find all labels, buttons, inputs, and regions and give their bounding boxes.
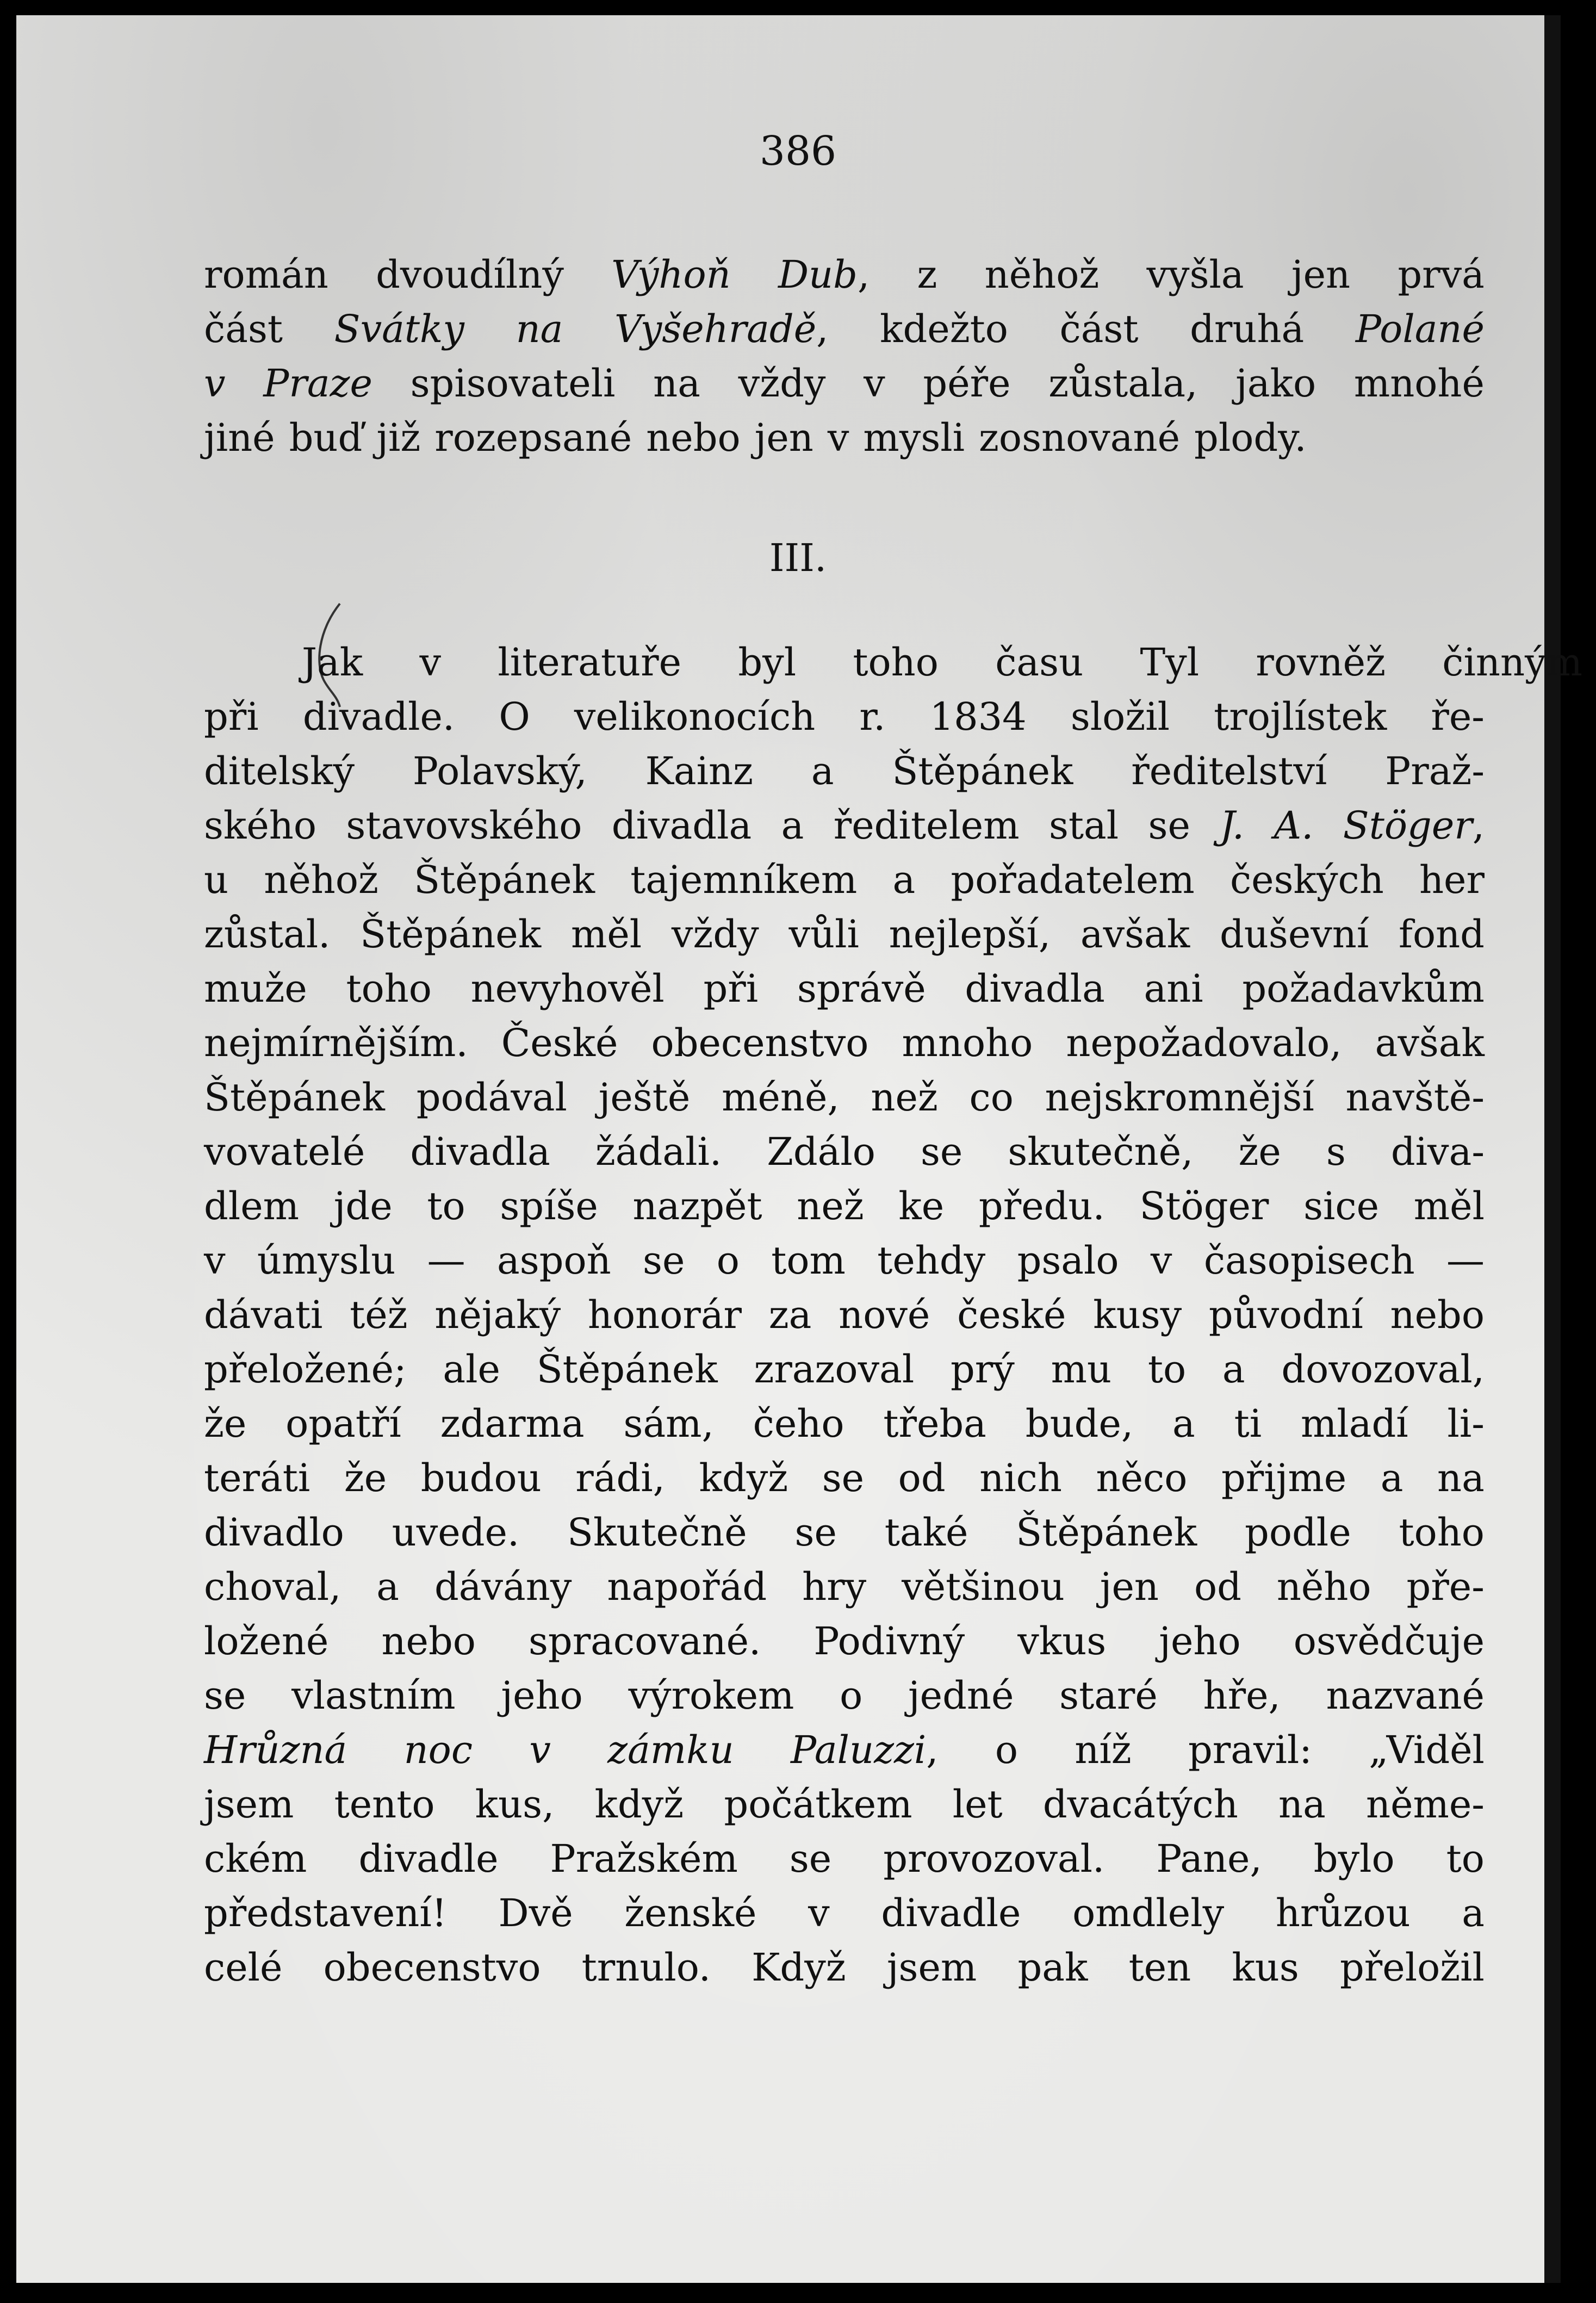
word: požadavkům bbox=[1242, 966, 1485, 1011]
word: se bbox=[643, 1238, 685, 1283]
word: velikonocích bbox=[574, 694, 816, 739]
word: buď bbox=[289, 415, 363, 460]
word: níž bbox=[1075, 1728, 1132, 1772]
word: přijme bbox=[1221, 1456, 1347, 1500]
word: podával bbox=[416, 1075, 567, 1120]
word: Štěpánek bbox=[360, 912, 542, 957]
word: českých bbox=[1229, 858, 1384, 902]
word: dlem bbox=[204, 1184, 299, 1228]
word: Jak bbox=[302, 640, 363, 685]
text-line bbox=[204, 1342, 1485, 1396]
word: teráti bbox=[204, 1456, 310, 1500]
word: přeložené; bbox=[204, 1347, 407, 1392]
word: Praze bbox=[263, 361, 372, 406]
word: od bbox=[1194, 1565, 1241, 1609]
page-number: 386 bbox=[759, 128, 837, 175]
word: Štěpánek bbox=[204, 1075, 385, 1120]
word: avšak bbox=[1375, 1021, 1485, 1065]
text-line bbox=[204, 1396, 1485, 1451]
word: choval, bbox=[204, 1565, 341, 1609]
word: dvacátých bbox=[1042, 1782, 1238, 1827]
word: nové bbox=[839, 1293, 930, 1337]
word: že bbox=[1238, 1129, 1281, 1174]
word: nazvané bbox=[1326, 1673, 1485, 1718]
word: co bbox=[969, 1075, 1014, 1120]
section-heading: III. bbox=[769, 536, 827, 580]
word: než bbox=[797, 1184, 864, 1228]
word: v bbox=[204, 1238, 226, 1283]
word: část bbox=[1059, 307, 1139, 351]
word: a bbox=[1222, 1347, 1245, 1392]
word: r. bbox=[859, 694, 886, 739]
word: předu. bbox=[978, 1184, 1105, 1228]
word: stavovského bbox=[346, 803, 582, 848]
word: her bbox=[1419, 858, 1485, 902]
word: české bbox=[957, 1293, 1066, 1337]
word: nich bbox=[979, 1456, 1062, 1500]
word: trnulo. bbox=[581, 1945, 711, 1990]
text-line bbox=[204, 1288, 1485, 1342]
word: správě bbox=[797, 966, 926, 1011]
word: jeho bbox=[501, 1673, 583, 1718]
word: Štěpánek bbox=[414, 858, 595, 902]
word: Štěpánek bbox=[1016, 1510, 1197, 1555]
word: se bbox=[822, 1456, 865, 1500]
word: tajemníkem bbox=[630, 858, 858, 902]
word: Vyšehradě, bbox=[614, 307, 829, 351]
word: s bbox=[1326, 1129, 1346, 1174]
word: Polané bbox=[1355, 307, 1485, 351]
word: něhož bbox=[984, 252, 1100, 297]
word: Stöger bbox=[1139, 1184, 1269, 1228]
word: většinou bbox=[902, 1565, 1065, 1609]
word: ještě bbox=[598, 1075, 691, 1120]
word: na bbox=[653, 361, 700, 406]
word: prvá bbox=[1398, 252, 1485, 297]
word: román bbox=[204, 252, 328, 297]
word: se bbox=[794, 1510, 837, 1555]
word: ského bbox=[204, 803, 316, 848]
word: Svátky bbox=[334, 307, 464, 351]
word: Zdálo bbox=[767, 1129, 875, 1174]
word: jde bbox=[333, 1184, 393, 1228]
word: nevyhověl bbox=[470, 966, 665, 1011]
word: omdlely bbox=[1072, 1891, 1225, 1935]
word: divadla bbox=[410, 1129, 550, 1174]
word: sice bbox=[1303, 1184, 1380, 1228]
word: ředitelství bbox=[1131, 749, 1327, 793]
word: spíše bbox=[500, 1184, 598, 1228]
word: Když bbox=[752, 1945, 846, 1990]
word: dvoudílný bbox=[376, 252, 564, 297]
word: byl bbox=[738, 640, 797, 685]
word: jedné bbox=[908, 1673, 1014, 1718]
word: když bbox=[699, 1456, 788, 1500]
word: hrůzou bbox=[1275, 1891, 1411, 1935]
word: zůstal. bbox=[204, 912, 331, 957]
text-line bbox=[204, 1777, 1485, 1832]
word: spisovateli bbox=[410, 361, 616, 406]
word: také bbox=[884, 1510, 968, 1555]
word: zosnované bbox=[979, 415, 1181, 460]
text-line bbox=[204, 690, 1485, 744]
word: psalo bbox=[1017, 1238, 1119, 1283]
word: přeložil bbox=[1340, 1945, 1485, 1990]
text-line bbox=[204, 247, 1485, 302]
word: divadlo bbox=[204, 1510, 344, 1555]
word: ale bbox=[443, 1347, 500, 1392]
word: nějaký bbox=[434, 1293, 561, 1337]
word: než bbox=[871, 1075, 938, 1120]
word: nejmírnějším. bbox=[204, 1021, 468, 1065]
word: péře bbox=[923, 361, 1011, 406]
word: mnoho bbox=[902, 1021, 1033, 1065]
word: noc bbox=[403, 1728, 473, 1772]
word: počátkem bbox=[724, 1782, 912, 1827]
text-line bbox=[204, 1125, 1485, 1179]
word: Štěpánek bbox=[892, 749, 1073, 793]
word: kus, bbox=[475, 1782, 555, 1827]
word: „Viděl bbox=[1369, 1728, 1485, 1772]
word: divadla bbox=[611, 803, 752, 848]
word: rádi, bbox=[575, 1456, 665, 1500]
word: Paluzzi, bbox=[790, 1728, 939, 1772]
word: a bbox=[811, 749, 834, 793]
word: staré bbox=[1059, 1673, 1158, 1718]
word: osvědčuje bbox=[1293, 1619, 1485, 1663]
word: jiné bbox=[204, 415, 275, 460]
word: nepožadovalo, bbox=[1066, 1021, 1342, 1065]
word: — bbox=[427, 1238, 465, 1283]
word: muže bbox=[204, 966, 307, 1011]
word: obecenstvo bbox=[323, 1945, 541, 1990]
word: toho bbox=[346, 966, 432, 1011]
word: ke bbox=[898, 1184, 945, 1228]
word: a bbox=[892, 858, 916, 902]
page-edge-shadow bbox=[1544, 15, 1561, 2283]
word: část bbox=[204, 307, 283, 351]
word: že bbox=[344, 1456, 387, 1500]
word: a bbox=[1172, 1401, 1195, 1446]
word: toho bbox=[1399, 1510, 1485, 1555]
word: avšak bbox=[1080, 912, 1190, 957]
word: zdarma bbox=[440, 1401, 585, 1446]
word: na bbox=[516, 307, 563, 351]
word: se bbox=[789, 1836, 832, 1881]
word: bylo bbox=[1313, 1836, 1395, 1881]
word: vůli bbox=[788, 912, 859, 957]
word: Kainz bbox=[645, 749, 754, 793]
word: mladí bbox=[1300, 1401, 1408, 1446]
text-line bbox=[204, 798, 1485, 853]
word: spracované. bbox=[528, 1619, 761, 1663]
word: obecenstvo bbox=[651, 1021, 869, 1065]
word: plody. bbox=[1194, 415, 1307, 460]
text-line bbox=[204, 961, 1485, 1016]
word: honorár bbox=[587, 1293, 742, 1337]
text-line bbox=[204, 356, 1485, 411]
word: tehdy bbox=[877, 1238, 986, 1283]
word: Pražském bbox=[550, 1836, 738, 1881]
word: mu bbox=[1051, 1347, 1112, 1392]
text-line bbox=[204, 1451, 1485, 1505]
text-line bbox=[204, 411, 1485, 465]
word: dovozoval, bbox=[1281, 1347, 1485, 1392]
word: ředitelem bbox=[833, 803, 1020, 848]
word: České bbox=[501, 1021, 618, 1065]
word: a bbox=[781, 803, 804, 848]
word: nebo bbox=[1390, 1293, 1485, 1337]
word: napořád bbox=[607, 1565, 767, 1609]
word: to bbox=[1147, 1347, 1187, 1392]
word: toho bbox=[853, 640, 939, 685]
word: od bbox=[898, 1456, 946, 1500]
word: měl bbox=[1413, 1184, 1485, 1228]
word: ani bbox=[1144, 966, 1203, 1011]
word: tento bbox=[334, 1782, 435, 1827]
word: za bbox=[768, 1293, 812, 1337]
text-line bbox=[204, 1886, 1485, 1940]
word: mysli bbox=[863, 415, 965, 460]
text-line bbox=[204, 1614, 1485, 1668]
word: o bbox=[716, 1238, 740, 1283]
word: žádali. bbox=[595, 1129, 722, 1174]
word: opatří bbox=[285, 1401, 401, 1446]
word: pravil: bbox=[1188, 1728, 1312, 1772]
word: v bbox=[1150, 1238, 1172, 1283]
word: o bbox=[995, 1728, 1018, 1772]
word: ti bbox=[1234, 1401, 1262, 1446]
text-line bbox=[204, 302, 1485, 356]
word: hře, bbox=[1203, 1673, 1281, 1718]
word: Dub, bbox=[778, 252, 870, 297]
word: u bbox=[204, 858, 229, 902]
text-line bbox=[204, 1233, 1485, 1288]
word: dávati bbox=[204, 1293, 323, 1337]
word: zrazoval bbox=[754, 1347, 915, 1392]
word: se bbox=[920, 1129, 963, 1174]
word: to bbox=[427, 1184, 465, 1228]
text-line bbox=[204, 1016, 1485, 1070]
word: při bbox=[204, 694, 259, 739]
word: Dvě bbox=[498, 1891, 573, 1935]
word: v bbox=[808, 1891, 830, 1935]
word: čeho bbox=[753, 1401, 844, 1446]
word: úmyslu bbox=[257, 1238, 396, 1283]
word: vždy bbox=[671, 912, 759, 957]
text-line bbox=[204, 744, 1485, 798]
word: ložené bbox=[204, 1619, 329, 1663]
word: měl bbox=[570, 912, 642, 957]
word: něho bbox=[1276, 1565, 1371, 1609]
word: vkus bbox=[1017, 1619, 1107, 1663]
paragraph-continuation bbox=[204, 247, 1485, 465]
word: na bbox=[1437, 1456, 1485, 1500]
word: divadle. bbox=[302, 694, 455, 739]
word: nejskromnější bbox=[1045, 1075, 1314, 1120]
word: ženské bbox=[624, 1891, 757, 1935]
word: zámku bbox=[607, 1728, 734, 1772]
text-line bbox=[204, 635, 1582, 690]
word: když bbox=[594, 1782, 684, 1827]
word: literatuře bbox=[498, 640, 682, 685]
word: ře- bbox=[1431, 694, 1485, 739]
word: provozoval. bbox=[883, 1836, 1105, 1881]
word: jako bbox=[1235, 361, 1316, 406]
word: li- bbox=[1447, 1401, 1485, 1446]
word: Pane, bbox=[1156, 1836, 1262, 1881]
word: pak bbox=[1017, 1945, 1088, 1990]
word: jeho bbox=[1159, 1619, 1241, 1663]
word: z bbox=[917, 252, 937, 297]
word: rozepsané bbox=[434, 415, 632, 460]
word: nazpět bbox=[632, 1184, 762, 1228]
word: fond bbox=[1399, 912, 1485, 957]
word: výrokem bbox=[628, 1673, 794, 1718]
word: již bbox=[376, 415, 421, 460]
word: hry bbox=[802, 1565, 867, 1609]
word: nebo bbox=[646, 415, 741, 460]
word: jen bbox=[1291, 252, 1351, 297]
word: v bbox=[864, 361, 885, 406]
word: druhá bbox=[1190, 307, 1305, 351]
word: složil bbox=[1070, 694, 1170, 739]
word: divadle bbox=[358, 1836, 499, 1881]
word: — bbox=[1446, 1238, 1485, 1283]
word: jen bbox=[1100, 1565, 1159, 1609]
word: Štěpánek bbox=[536, 1347, 718, 1392]
text-line bbox=[204, 1560, 1485, 1614]
word: Podivný bbox=[813, 1619, 965, 1663]
word: aspoň bbox=[496, 1238, 611, 1283]
word: vyšla bbox=[1146, 252, 1244, 297]
word: se bbox=[204, 1673, 246, 1718]
text-line bbox=[204, 853, 1485, 907]
word: sám, bbox=[623, 1401, 714, 1446]
word: Skutečně bbox=[567, 1510, 747, 1555]
word: podle bbox=[1245, 1510, 1351, 1555]
word: a bbox=[1462, 1891, 1485, 1935]
text-line bbox=[204, 1668, 1485, 1723]
word: v bbox=[529, 1728, 551, 1772]
word: že bbox=[204, 1401, 247, 1446]
word: kus bbox=[1232, 1945, 1299, 1990]
word: jsem bbox=[204, 1782, 294, 1827]
text-line bbox=[204, 1832, 1485, 1886]
word: ten bbox=[1128, 1945, 1191, 1990]
word: vovatelé bbox=[204, 1129, 365, 1174]
word: skutečně, bbox=[1008, 1129, 1194, 1174]
word: celé bbox=[204, 1945, 283, 1990]
word: duševní bbox=[1220, 912, 1369, 957]
word: to bbox=[1446, 1836, 1485, 1881]
word: jsem bbox=[886, 1945, 977, 1990]
word: na bbox=[1278, 1782, 1326, 1827]
word: pře- bbox=[1406, 1565, 1485, 1609]
word: při bbox=[703, 966, 759, 1011]
word: zůstala, bbox=[1048, 361, 1198, 406]
word: Polavský, bbox=[412, 749, 587, 793]
word: divadle bbox=[881, 1891, 1021, 1935]
word: Praž- bbox=[1385, 749, 1485, 793]
word: let bbox=[952, 1782, 1003, 1827]
word: něme- bbox=[1365, 1782, 1485, 1827]
word: budou bbox=[420, 1456, 542, 1500]
word: v bbox=[204, 361, 226, 406]
word: diva- bbox=[1390, 1129, 1485, 1174]
word: tom bbox=[771, 1238, 846, 1283]
word: dávány bbox=[434, 1565, 572, 1609]
word: trojlístek bbox=[1214, 694, 1387, 739]
word: rovněž bbox=[1256, 640, 1386, 685]
word: navště- bbox=[1345, 1075, 1485, 1120]
word: kusy bbox=[1093, 1293, 1182, 1337]
word: Výhoň bbox=[611, 252, 731, 297]
word: původní bbox=[1208, 1293, 1363, 1337]
word: vlastním bbox=[291, 1673, 456, 1718]
word: J. bbox=[1220, 803, 1245, 848]
word: nebo bbox=[381, 1619, 476, 1663]
word: prý bbox=[951, 1347, 1015, 1392]
text-line bbox=[204, 1723, 1485, 1777]
word: činným bbox=[1442, 640, 1582, 685]
word: času bbox=[995, 640, 1084, 685]
text-line bbox=[204, 1070, 1485, 1125]
word: v bbox=[419, 640, 442, 685]
word: v bbox=[827, 415, 849, 460]
word: o bbox=[840, 1673, 863, 1718]
word: se bbox=[1148, 803, 1190, 848]
text-line bbox=[204, 1940, 1485, 1995]
word: vždy bbox=[738, 361, 826, 406]
word: A. bbox=[1274, 803, 1314, 848]
word: divadla bbox=[965, 966, 1105, 1011]
word: mnohé bbox=[1353, 361, 1485, 406]
word: ditelský bbox=[204, 749, 355, 793]
word: a bbox=[1380, 1456, 1404, 1500]
word: nejlepší, bbox=[889, 912, 1051, 957]
word: Hrůzná bbox=[204, 1728, 347, 1772]
word: stal bbox=[1048, 803, 1119, 848]
text-line bbox=[204, 907, 1485, 961]
word: méně, bbox=[722, 1075, 840, 1120]
paragraph-section-iii bbox=[204, 635, 1582, 1995]
word: 1834 bbox=[929, 694, 1027, 739]
word: též bbox=[350, 1293, 408, 1337]
word: představení! bbox=[204, 1891, 447, 1935]
word: ckém bbox=[204, 1836, 307, 1881]
word: a bbox=[376, 1565, 400, 1609]
word: kdežto bbox=[880, 307, 1008, 351]
word: O bbox=[499, 694, 530, 739]
word: pořadatelem bbox=[951, 858, 1195, 902]
word: třeba bbox=[883, 1401, 986, 1446]
word: Stöger, bbox=[1343, 803, 1485, 848]
text-line bbox=[204, 1505, 1485, 1560]
word: bude, bbox=[1025, 1401, 1134, 1446]
word: něco bbox=[1096, 1456, 1188, 1500]
text-line bbox=[204, 1179, 1485, 1233]
word: uvede. bbox=[392, 1510, 520, 1555]
word: časopisech bbox=[1203, 1238, 1415, 1283]
word: něhož bbox=[264, 858, 378, 902]
word: jen bbox=[754, 415, 813, 460]
word: Tyl bbox=[1140, 640, 1200, 685]
